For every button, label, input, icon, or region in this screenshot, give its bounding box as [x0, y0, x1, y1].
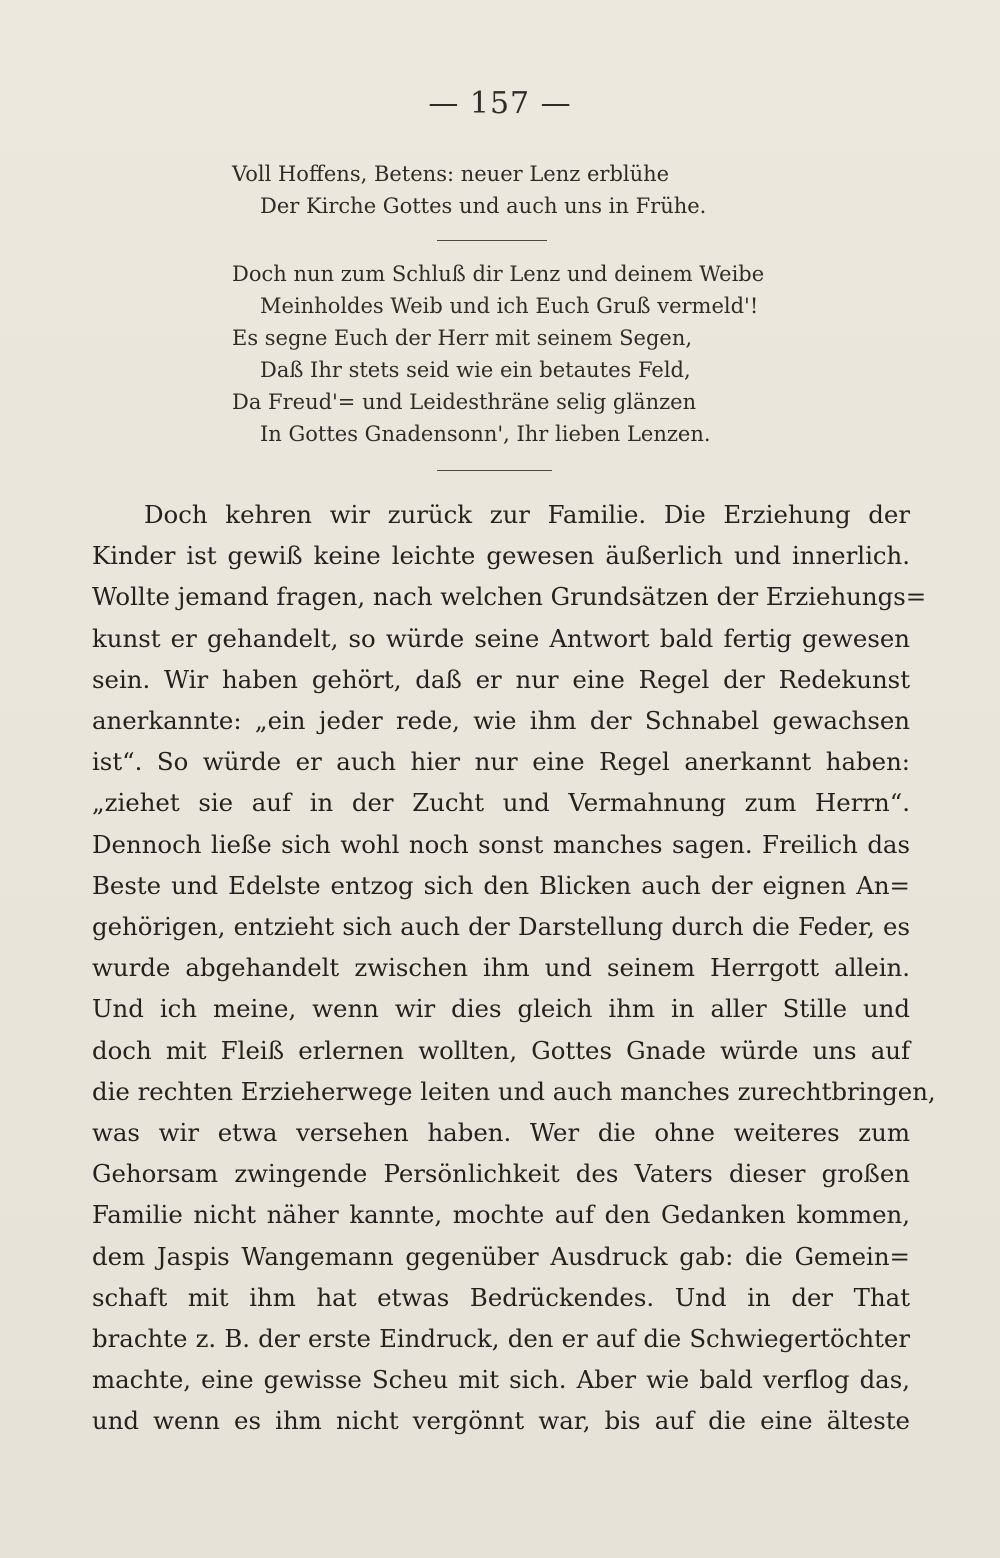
verse-line: Meinholdes Weib und ich Euch Gruß vermeld'!	[260, 294, 759, 318]
section-divider	[437, 240, 547, 241]
prose-line: schaft mit ihm hat etwas Bedrückendes. Und in der That	[92, 1282, 910, 1312]
prose-line: kunst er gehandelt, so würde seine Antwort bald fertig gewesen	[92, 623, 910, 653]
prose-line: und wenn es ihm nicht vergönnt war, bis auf die eine älteste	[92, 1406, 910, 1436]
prose-line: Familie nicht näher kannte, mochte auf den Gedanken kommen,	[92, 1200, 910, 1230]
prose-line: anerkannte: „ein jeder rede, wie ihm der Schnabel gewachsen	[92, 706, 910, 736]
prose-line: dem Jaspis Wangemann gegenüber Ausdruck gab: die Gemein=	[92, 1241, 910, 1271]
prose-line: die rechten Erzieherwege leiten und auch manches zurechtbringen,	[92, 1076, 936, 1106]
verse-line: Der Kirche Gottes und auch uns in Frühe.	[260, 194, 707, 218]
prose-line: Wollte jemand fragen, nach welchen Grundsätzen der Erziehungs=	[92, 582, 927, 612]
page-number: — 157 —	[428, 86, 572, 121]
prose-line: Dennoch ließe sich wohl noch sonst manches sagen. Freilich das	[92, 829, 910, 859]
prose-line: sein. Wir haben gehört, daß er nur eine Regel der Redekunst	[92, 664, 910, 694]
verse-line: Es segne Euch der Herr mit seinem Segen,	[232, 326, 693, 350]
prose-line: was wir etwa versehen haben. Wer die ohne weiteres zum	[92, 1118, 910, 1148]
prose-line: doch mit Fleiß erlernen wollten, Gottes Gnade würde uns auf	[92, 1035, 910, 1065]
prose-line: brachte z. B. der erste Eindruck, den er auf die Schwiegertöchter	[92, 1324, 910, 1354]
verse-line: Da Freud'= und Leidesthräne selig glänzen	[232, 390, 697, 414]
prose-line: Gehorsam zwingende Persönlichkeit des Vaters dieser großen	[92, 1159, 910, 1189]
prose-line: Und ich meine, wenn wir dies gleich ihm in aller Stille und	[92, 994, 910, 1024]
verse-stanza-2	[232, 258, 852, 450]
verse-line: Voll Hoffens, Betens: neuer Lenz erblühe	[232, 162, 670, 186]
prose-line: gehörigen, entzieht sich auch der Darstellung durch die Feder, es	[92, 912, 910, 942]
verse-stanza-1	[232, 158, 852, 222]
section-divider	[437, 470, 552, 471]
prose-line: Beste und Edelste entzog sich den Blicken auch der eignen An=	[92, 870, 910, 900]
verse-line: Doch nun zum Schluß dir Lenz und deinem Weibe	[232, 262, 765, 286]
prose-line: ist“. So würde er auch hier nur eine Regel anerkannt haben:	[92, 747, 910, 777]
prose-line: machte, eine gewisse Scheu mit sich. Aber wie bald verflog das,	[92, 1365, 910, 1395]
prose-line: Kinder ist gewiß keine leichte gewesen äußerlich und innerlich.	[92, 541, 910, 571]
prose-paragraph	[92, 494, 936, 1442]
prose-line: wurde abgehandelt zwischen ihm und seinem Herrgott allein.	[92, 953, 910, 983]
verse-line: In Gottes Gnadensonn', Ihr lieben Lenzen.	[260, 422, 711, 446]
prose-line: Doch kehren wir zurück zur Familie. Die Erziehung der	[144, 500, 910, 529]
prose-line: „ziehet sie auf in der Zucht und Vermahnung zum Herrn“.	[92, 788, 910, 818]
verse-line: Daß Ihr stets seid wie ein betautes Feld,	[260, 358, 691, 382]
